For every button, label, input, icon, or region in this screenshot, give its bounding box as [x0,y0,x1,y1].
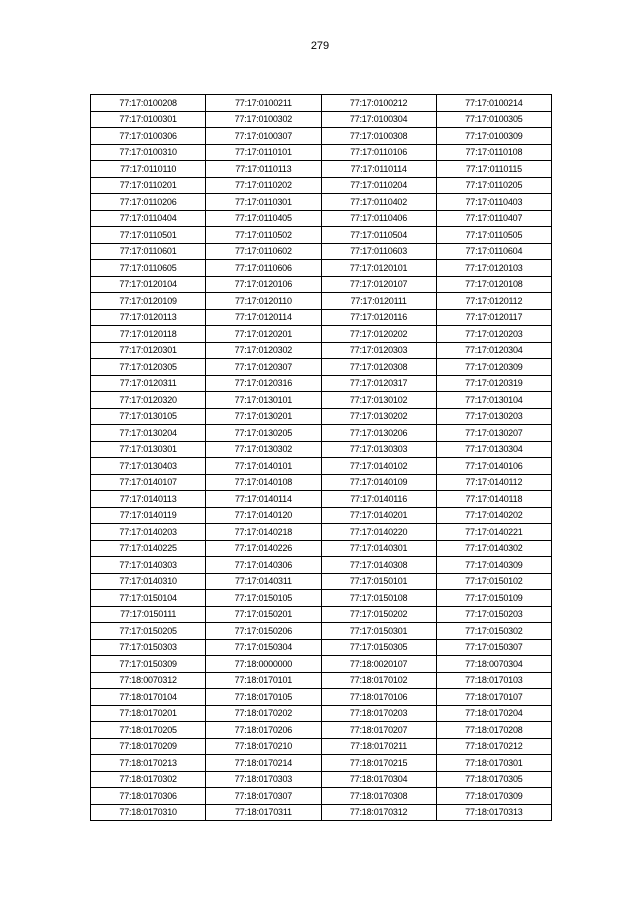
table-row [91,573,552,590]
table-body [91,95,552,821]
table-row [91,491,552,508]
table-cell: 77:17:0120303 [321,342,436,359]
table-cell: 77:17:0140114 [206,491,321,508]
table-cell: 77:17:0140112 [436,474,551,491]
table-row [91,375,552,392]
table-cell: 77:17:0120304 [436,342,551,359]
table-cell: 77:17:0120307 [206,359,321,376]
table-cell: 77:17:0140220 [321,524,436,541]
table-cell: 77:17:0110404 [91,210,206,227]
table-cell: 77:17:0130105 [91,408,206,425]
table-row [91,804,552,821]
table-cell: 77:17:0150304 [206,639,321,656]
table-cell: 77:17:0150205 [91,623,206,640]
table-row [91,722,552,739]
table-cell: 77:17:0120111 [321,293,436,310]
table-cell: 77:17:0150102 [436,573,551,590]
table-cell: 77:17:0110602 [206,243,321,260]
table-cell: 77:17:0150109 [436,590,551,607]
table-cell: 77:17:0110115 [436,161,551,178]
table-row [91,689,552,706]
table-cell: 77:18:0170214 [206,755,321,772]
table-cell: 77:17:0140102 [321,458,436,475]
table-cell: 77:17:0130303 [321,441,436,458]
table-cell: 77:18:0170301 [436,755,551,772]
table-cell: 77:17:0150101 [321,573,436,590]
table-cell: 77:17:0140309 [436,557,551,574]
table-cell: 77:17:0120305 [91,359,206,376]
table-row [91,243,552,260]
table-cell: 77:17:0140301 [321,540,436,557]
table-cell: 77:17:0110106 [321,144,436,161]
table-row [91,507,552,524]
table-cell: 77:17:0130202 [321,408,436,425]
table-cell: 77:17:0110101 [206,144,321,161]
table-cell: 77:17:0120311 [91,375,206,392]
table-cell: 77:17:0120103 [436,260,551,277]
table-cell: 77:18:0170202 [206,705,321,722]
table-cell: 77:18:0070312 [91,672,206,689]
table-cell: 77:17:0120203 [436,326,551,343]
table-cell: 77:17:0100306 [91,128,206,145]
table-row [91,771,552,788]
table-row [91,95,552,112]
table-cell: 77:17:0140118 [436,491,551,508]
table-cell: 77:18:0170212 [436,738,551,755]
table-cell: 77:17:0120112 [436,293,551,310]
table-cell: 77:18:0170203 [321,705,436,722]
table-cell: 77:18:0170307 [206,788,321,805]
table-cell: 77:17:0110604 [436,243,551,260]
table-cell: 77:17:0140109 [321,474,436,491]
table-cell: 77:18:0170310 [91,804,206,821]
table-cell: 77:17:0150104 [91,590,206,607]
table-cell: 77:17:0110606 [206,260,321,277]
table-cell: 77:17:0150111 [91,606,206,623]
table-cell: 77:17:0110603 [321,243,436,260]
table-cell: 77:17:0100308 [321,128,436,145]
table-row [91,425,552,442]
table-cell: 77:17:0100305 [436,111,551,128]
table-cell: 77:17:0140221 [436,524,551,541]
table-cell: 77:18:0170311 [206,804,321,821]
table-cell: 77:17:0110205 [436,177,551,194]
table-cell: 77:18:0170303 [206,771,321,788]
table-cell: 77:18:0170206 [206,722,321,739]
table-cell: 77:17:0120114 [206,309,321,326]
table-cell: 77:17:0110402 [321,194,436,211]
table-cell: 77:17:0110301 [206,194,321,211]
table-cell: 77:17:0140306 [206,557,321,574]
table-cell: 77:17:0100208 [91,95,206,112]
table-cell: 77:17:0140218 [206,524,321,541]
table-cell: 77:17:0120116 [321,309,436,326]
table-cell: 77:17:0120320 [91,392,206,409]
table-cell: 77:18:0170205 [91,722,206,739]
table-cell: 77:17:0110605 [91,260,206,277]
table-cell: 77:17:0120113 [91,309,206,326]
table-cell: 77:18:0170215 [321,755,436,772]
table-cell: 77:18:0170313 [436,804,551,821]
table-row [91,177,552,194]
table-row [91,111,552,128]
table-cell: 77:17:0140108 [206,474,321,491]
table-cell: 77:17:0140202 [436,507,551,524]
table-row [91,540,552,557]
table-cell: 77:18:0170107 [436,689,551,706]
table-cell: 77:17:0110405 [206,210,321,227]
table-cell: 77:17:0130203 [436,408,551,425]
table-cell: 77:17:0120301 [91,342,206,359]
table-cell: 77:17:0120117 [436,309,551,326]
table-row [91,705,552,722]
table-cell: 77:17:0120316 [206,375,321,392]
table-cell: 77:18:0170302 [91,771,206,788]
table-cell: 77:17:0150105 [206,590,321,607]
table-row [91,194,552,211]
table-cell: 77:17:0100309 [436,128,551,145]
table-cell: 77:17:0110202 [206,177,321,194]
table-cell: 77:17:0110201 [91,177,206,194]
table-cell: 77:17:0120109 [91,293,206,310]
table-cell: 77:17:0110110 [91,161,206,178]
table-cell: 77:17:0130302 [206,441,321,458]
table-cell: 77:18:0020107 [321,656,436,673]
table-cell: 77:17:0150201 [206,606,321,623]
table-cell: 77:18:0170103 [436,672,551,689]
table-row [91,128,552,145]
table-cell: 77:17:0140310 [91,573,206,590]
table-row [91,788,552,805]
table-row [91,606,552,623]
table-cell: 77:17:0120108 [436,276,551,293]
table-row [91,441,552,458]
table-cell: 77:18:0170105 [206,689,321,706]
table-cell: 77:17:0110505 [436,227,551,244]
table-row [91,144,552,161]
table-cell: 77:18:0000000 [206,656,321,673]
table-cell: 77:17:0110403 [436,194,551,211]
table-cell: 77:17:0110504 [321,227,436,244]
table-cell: 77:17:0120110 [206,293,321,310]
table-cell: 77:17:0140116 [321,491,436,508]
table-cell: 77:17:0130206 [321,425,436,442]
table-cell: 77:18:0170104 [91,689,206,706]
table-cell: 77:17:0100307 [206,128,321,145]
table-cell: 77:17:0150301 [321,623,436,640]
table-cell: 77:17:0130403 [91,458,206,475]
table-cell: 77:17:0120107 [321,276,436,293]
table-cell: 77:17:0150303 [91,639,206,656]
table-cell: 77:17:0140107 [91,474,206,491]
table-cell: 77:18:0170308 [321,788,436,805]
table-cell: 77:17:0130102 [321,392,436,409]
table-row [91,408,552,425]
table-row [91,342,552,359]
table-cell: 77:18:0170208 [436,722,551,739]
table-cell: 77:17:0110502 [206,227,321,244]
table-row [91,210,552,227]
table-cell: 77:17:0120101 [321,260,436,277]
table-cell: 77:17:0130101 [206,392,321,409]
table-cell: 77:17:0120201 [206,326,321,343]
table-cell: 77:17:0120104 [91,276,206,293]
table-row [91,557,552,574]
table-cell: 77:17:0140302 [436,540,551,557]
table-row [91,755,552,772]
table-cell: 77:17:0150206 [206,623,321,640]
table-cell: 77:17:0120317 [321,375,436,392]
table-cell: 77:17:0140203 [91,524,206,541]
table-row [91,738,552,755]
table-cell: 77:18:0170204 [436,705,551,722]
table-cell: 77:17:0140303 [91,557,206,574]
table-cell: 77:18:0170309 [436,788,551,805]
table-cell: 77:17:0150307 [436,639,551,656]
table-cell: 77:17:0150202 [321,606,436,623]
table-cell: 77:17:0130304 [436,441,551,458]
table-cell: 77:17:0120302 [206,342,321,359]
table-cell: 77:17:0150302 [436,623,551,640]
table-cell: 77:18:0070304 [436,656,551,673]
table-row [91,392,552,409]
table-cell: 77:17:0110501 [91,227,206,244]
table-cell: 77:18:0170201 [91,705,206,722]
table-cell: 77:18:0170106 [321,689,436,706]
table-cell: 77:17:0120118 [91,326,206,343]
table-cell: 77:17:0150108 [321,590,436,607]
table-cell: 77:17:0130204 [91,425,206,442]
table-row [91,260,552,277]
table-cell: 77:18:0170207 [321,722,436,739]
table-cell: 77:17:0100302 [206,111,321,128]
table-cell: 77:17:0140201 [321,507,436,524]
table-cell: 77:17:0120106 [206,276,321,293]
table-row [91,161,552,178]
table-cell: 77:17:0110204 [321,177,436,194]
table-row [91,524,552,541]
table-cell: 77:17:0140101 [206,458,321,475]
table-row [91,672,552,689]
table-row [91,623,552,640]
table-row [91,474,552,491]
table-cell: 77:17:0140311 [206,573,321,590]
table-cell: 77:18:0170306 [91,788,206,805]
table-row [91,590,552,607]
table-cell: 77:17:0100212 [321,95,436,112]
table-cell: 77:17:0130205 [206,425,321,442]
table-cell: 77:18:0170102 [321,672,436,689]
table-row [91,326,552,343]
table-cell: 77:17:0120202 [321,326,436,343]
table-cell: 77:17:0140119 [91,507,206,524]
table-cell: 77:17:0100310 [91,144,206,161]
table-cell: 77:18:0170213 [91,755,206,772]
table-cell: 77:17:0110113 [206,161,321,178]
table-cell: 77:17:0100301 [91,111,206,128]
table-cell: 77:17:0140106 [436,458,551,475]
table-row [91,227,552,244]
table-cell: 77:18:0170209 [91,738,206,755]
table-row [91,276,552,293]
table-cell: 77:17:0130207 [436,425,551,442]
table-cell: 77:17:0140120 [206,507,321,524]
table-cell: 77:17:0120319 [436,375,551,392]
table-cell: 77:17:0130201 [206,408,321,425]
table-row [91,458,552,475]
table-cell: 77:17:0100211 [206,95,321,112]
table-cell: 77:17:0110114 [321,161,436,178]
table-cell: 77:17:0130104 [436,392,551,409]
table-cell: 77:17:0150309 [91,656,206,673]
page-number: 279 [310,40,330,52]
table-cell: 77:18:0170305 [436,771,551,788]
table-row [91,359,552,376]
table-cell: 77:17:0140225 [91,540,206,557]
table-cell: 77:18:0170312 [321,804,436,821]
table-cell: 77:18:0170211 [321,738,436,755]
table-cell: 77:17:0110601 [91,243,206,260]
table-cell: 77:17:0150305 [321,639,436,656]
table-cell: 77:17:0150203 [436,606,551,623]
table-cell: 77:17:0120308 [321,359,436,376]
table-row [91,309,552,326]
table-cell: 77:18:0170101 [206,672,321,689]
table-cell: 77:17:0120309 [436,359,551,376]
table-row [91,293,552,310]
table-cell: 77:17:0140226 [206,540,321,557]
table-cell: 77:17:0110206 [91,194,206,211]
table-row [91,639,552,656]
table-cell: 77:18:0170210 [206,738,321,755]
table-cell: 77:17:0130301 [91,441,206,458]
table-cell: 77:17:0110108 [436,144,551,161]
table-row [91,656,552,673]
table-cell: 77:17:0100214 [436,95,551,112]
table-cell: 77:17:0100304 [321,111,436,128]
cadastral-number-table [90,94,552,821]
table-cell: 77:17:0110407 [436,210,551,227]
table-cell: 77:17:0140308 [321,557,436,574]
table-cell: 77:17:0110406 [321,210,436,227]
table-cell: 77:17:0140113 [91,491,206,508]
table-cell: 77:18:0170304 [321,771,436,788]
